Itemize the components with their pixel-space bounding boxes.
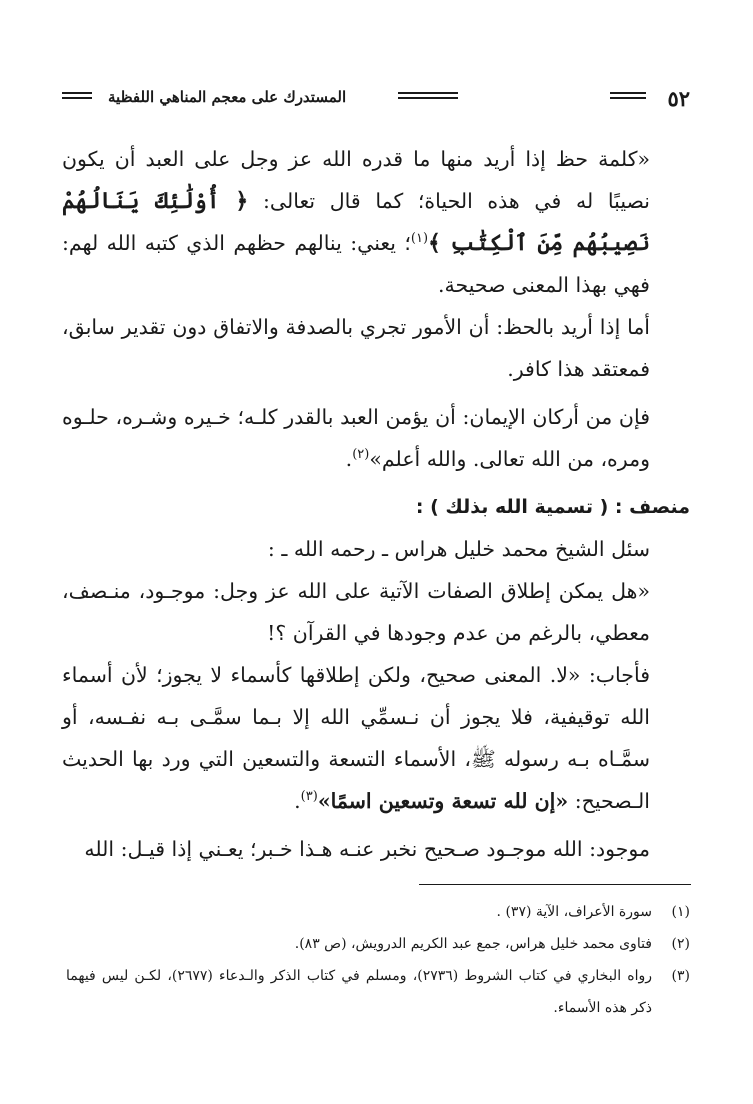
footnote — [66, 960, 690, 1024]
footnote-ref-2[interactable]: (٢) — [352, 447, 370, 463]
running-title: المستدرك على معجم المناهي اللفظية — [108, 88, 347, 106]
main-text — [62, 138, 690, 870]
footnote-text: فتاوى محمد خليل هراس، جمع عبد الكريم الدرويش، (ص ٨٣). — [294, 936, 652, 952]
paragraph-7: موجود: الله موجـود صـحيح نخبر عنـه هـذا خـبر؛ يعـني إذا قيـل: الله — [84, 837, 650, 861]
paragraph-2: أما إذا أريد بالحظ: أن الأمور تجري بالصدفة والاتفاق دون تقدير سابق، فمعتقد هذا كافر. — [62, 315, 650, 381]
paragraph-3: فإن من أركان الإيمان: أن يؤمن العبد بالقدر كلـه؛ خـيره وشـره، حلـوه ومره، من الله تعالى. والله أعلم»$^{(٢)}$. — [62, 405, 650, 471]
footnote-ref-3[interactable]: (٣) — [300, 789, 318, 805]
footnotes — [66, 896, 690, 1024]
footnote — [66, 928, 690, 960]
running-head — [62, 84, 690, 114]
paragraph-4: سئل الشيخ محمد خليل هراس ـ رحمه الله ـ : — [267, 537, 650, 561]
page-number: ٥٢ — [667, 86, 690, 111]
hadith-quote: «إن لله تسعة وتسعين اسمًا» — [317, 789, 569, 813]
footnote-text: رواه البخاري في كتاب الشروط (٢٧٣٦)، ومسلم في كتاب الذكر والـدعاء (٢٦٧٧)، لكـن ليس فيهما ذكر هذه الأسماء. — [66, 968, 652, 1016]
footnote-number: (١) — [671, 904, 690, 920]
footnote-number: (٣) — [671, 968, 690, 984]
footnote-ref-1[interactable]: (١) — [410, 231, 429, 247]
footnote-separator — [419, 884, 691, 885]
header-rule-left — [62, 92, 92, 99]
section-heading: منصف : ( تسمية الله بذلك ) : — [415, 496, 690, 518]
paragraph-1: «كلمة حظ إذا أريد منها ما قدره الله عز وجل على العبد أن يكون نصيبًا له في هذه الحياة؛ كما قال تعالى: ﴿ أُوْلَٰئِكَ يَنَالُهُمْ نَصِيبُهُم مِّنَ ٱلْكِتَٰبِ ﴾$^{(١)}$؛ يعني: ينالهم حظهم الذي كتبه الله لهم: فهي بهذا المعنى صحيحة. — [62, 147, 650, 297]
header-rule-middle — [398, 92, 458, 99]
footnote-text: سورة الأعراف، الآية (٣٧) . — [496, 904, 652, 920]
quran-verse: ﴿ أُوْلَٰئِكَ يَنَالُهُمْ نَصِيبُهُم مِّنَ ٱلْكِتَٰبِ ﴾ — [62, 188, 650, 256]
header-rule-right — [610, 92, 646, 99]
paragraph-6: فأجاب: «لا. المعنى صحيح، ولكن إطلاقها كأسماء لا يجوز؛ لأن أسماء الله توقيفية، فلا يجوز أن نـسمِّي الله إلا بـما سمَّـى بـه نفـسه، أو سمَّـاه بـه رسوله ﷺ، الأسماء التسعة والتسعين التي ورد بها الحديث الـصحيح: «إن لله تسعة وتسعين اسمًا»$^{(٣)}$. — [62, 663, 650, 813]
paragraph-5: «هل يمكن إطلاق الصفات الآتية على الله عز وجل: موجـود، منـصف، معطي، بالرغم من عدم وجودها في القرآن ؟! — [62, 579, 650, 645]
footnote — [66, 896, 690, 928]
footnote-number: (٢) — [671, 936, 690, 952]
